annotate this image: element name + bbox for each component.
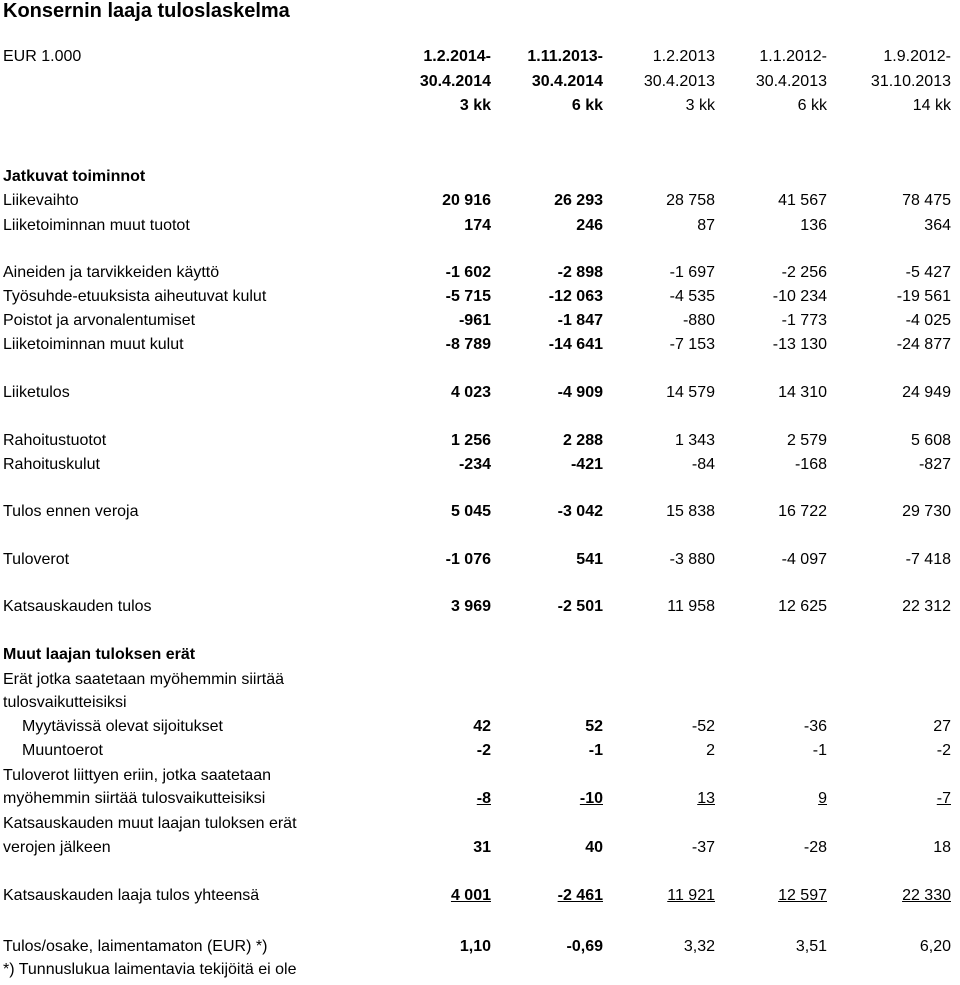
cell: 24 949	[902, 384, 951, 401]
row-label: Muut laajan tuloksen erät	[3, 646, 196, 663]
row-period-profit	[0, 598, 960, 618]
period-3-start: 1.2.2013	[652, 48, 715, 65]
row-label: Rahoitustuotot	[3, 432, 107, 449]
cell: -5 715	[445, 288, 491, 305]
row-other-operating-expenses	[0, 336, 960, 356]
row-total-comprehensive	[0, 887, 960, 907]
report-title: Konsernin laaja tuloslaskelma	[3, 0, 290, 22]
cell: 52	[585, 718, 603, 735]
row-employee-benefits	[0, 288, 960, 308]
cell: -2 461	[557, 887, 603, 904]
cell: 15 838	[666, 503, 715, 520]
cell: 2	[706, 742, 715, 759]
period-3-end: 30.4.2013	[643, 73, 715, 90]
cell: -1	[588, 742, 603, 759]
cell: 42	[473, 718, 491, 735]
cell: 41 567	[778, 192, 827, 209]
cell: -168	[794, 456, 827, 473]
cell: 29 730	[902, 503, 951, 520]
cell: -1 697	[669, 264, 715, 281]
cell: -1 076	[445, 551, 491, 568]
cell: -2 898	[557, 264, 603, 281]
row-eps	[0, 938, 960, 958]
cell: -3 880	[669, 551, 715, 568]
cell: -19 561	[896, 288, 951, 305]
cell: -2 501	[557, 598, 603, 615]
row-label: Tuloverot	[3, 551, 70, 568]
cell: 3 969	[450, 598, 491, 615]
row-oci-net-2	[0, 839, 960, 859]
cell: 26 293	[554, 192, 603, 209]
row-reclassifiable-heading-2	[0, 694, 960, 714]
cell: -961	[458, 312, 491, 329]
row-label: Rahoituskulut	[3, 456, 100, 473]
cell: 22 330	[902, 887, 951, 904]
cell: -421	[570, 456, 603, 473]
cell: 14 579	[666, 384, 715, 401]
row-reclassifiable-heading-1	[0, 671, 960, 691]
row-label: Katsauskauden tulos	[3, 598, 152, 615]
period-4-end: 30.4.2013	[755, 73, 827, 90]
cell: 16 722	[778, 503, 827, 520]
cell: 28 758	[666, 192, 715, 209]
cell: -7 418	[905, 551, 951, 568]
cell: -7 153	[669, 336, 715, 353]
period-4-start: 1.1.2012-	[759, 48, 827, 65]
cell: -1 602	[445, 264, 491, 281]
cell: 18	[933, 839, 951, 856]
cell: 364	[924, 217, 951, 234]
cell: 22 312	[902, 598, 951, 615]
row-label: Tulos/osake, laimentamaton (EUR) *)	[3, 938, 268, 955]
cell: -4 909	[557, 384, 603, 401]
cell: -2 256	[781, 264, 827, 281]
row-label: Liikevaihto	[3, 192, 79, 209]
period-2-start: 1.11.2013-	[527, 48, 603, 65]
cell: -4 535	[669, 288, 715, 305]
row-materials	[0, 264, 960, 284]
cell: -52	[691, 718, 715, 735]
cell: 1,10	[459, 938, 491, 955]
period-1-start: 1.2.2014-	[423, 48, 491, 65]
cell: 1 343	[674, 432, 715, 449]
row-depreciation	[0, 312, 960, 332]
row-label: Liiketulos	[3, 384, 70, 401]
period-3-length: 3 kk	[685, 97, 715, 114]
footnote-row	[0, 961, 960, 981]
row-label: Myytävissä olevat sijoitukset	[22, 718, 223, 735]
header-row-1	[0, 48, 960, 68]
cell: 11 958	[667, 598, 715, 615]
row-label: tulosvaikutteisiksi	[3, 694, 127, 711]
row-oci-heading	[0, 646, 960, 666]
row-translation-differences	[0, 742, 960, 762]
cell: -24 877	[896, 336, 951, 353]
cell: 5 045	[450, 503, 491, 520]
row-label: Tulos ennen veroja	[3, 503, 139, 520]
row-tax-on-reclassifiable-2	[0, 790, 960, 810]
row-oci-net-1	[0, 815, 960, 835]
cell: -880	[682, 312, 715, 329]
row-revenue	[0, 192, 960, 212]
cell: 6,20	[919, 938, 951, 955]
cell: -4 025	[905, 312, 951, 329]
cell: 14 310	[778, 384, 827, 401]
header-row-3	[0, 97, 960, 117]
cell: 2 579	[786, 432, 827, 449]
row-operating-profit	[0, 384, 960, 404]
cell: -10	[579, 790, 603, 807]
period-1-length: 3 kk	[459, 97, 491, 114]
cell: -37	[691, 839, 715, 856]
row-financial-income	[0, 432, 960, 452]
row-financial-expenses	[0, 456, 960, 476]
row-label: Poistot ja arvonalentumiset	[3, 312, 196, 329]
period-5-length: 14 kk	[912, 97, 951, 114]
cell: 31	[473, 839, 491, 856]
cell: -0,69	[566, 938, 603, 955]
cell: -1 773	[781, 312, 827, 329]
row-continuing-operations	[0, 168, 960, 188]
cell: -36	[803, 718, 827, 735]
cell: 12 597	[778, 887, 827, 904]
cell: -8 789	[445, 336, 491, 353]
period-4-length: 6 kk	[797, 97, 827, 114]
row-income-taxes	[0, 551, 960, 571]
row-label: Erät jotka saatetaan myöhemmin siirtää	[3, 671, 285, 688]
cell: 2 288	[562, 432, 603, 449]
footnote: *) Tunnuslukua laimentavia tekijöitä ei ole	[3, 961, 297, 978]
header-row-2	[0, 73, 960, 93]
row-label: Työsuhde-etuuksista aiheutuvat kulut	[3, 288, 267, 305]
cell: -28	[803, 839, 827, 856]
cell: -84	[691, 456, 715, 473]
cell: 4 001	[450, 887, 491, 904]
cell: -4 097	[781, 551, 827, 568]
row-label: Liiketoiminnan muut kulut	[3, 336, 184, 353]
cell: -14 641	[548, 336, 603, 353]
cell: -827	[918, 456, 951, 473]
row-label: myöhemmin siirtää tulosvaikutteisiksi	[3, 790, 266, 807]
cell: 4 023	[450, 384, 491, 401]
row-label: Katsauskauden laaja tulos yhteensä	[3, 887, 260, 904]
cell: 136	[800, 217, 827, 234]
row-profit-before-tax	[0, 503, 960, 523]
cell: 78 475	[902, 192, 951, 209]
cell: -1 847	[557, 312, 603, 329]
cell: -7	[936, 790, 951, 807]
cell: 27	[933, 718, 951, 735]
row-label: Aineiden ja tarvikkeiden käyttö	[3, 264, 220, 281]
row-label: Jatkuvat toiminnot	[3, 168, 146, 185]
cell: 40	[585, 839, 603, 856]
period-5-start: 1.9.2012-	[883, 48, 951, 65]
row-available-for-sale	[0, 718, 960, 738]
row-label: Tuloverot liittyen eriin, jotka saatetaan	[3, 767, 271, 784]
cell: -8	[476, 790, 491, 807]
cell: 11 921	[667, 887, 715, 904]
period-2-end: 30.4.2014	[531, 73, 603, 90]
cell: 12 625	[778, 598, 827, 615]
cell: 3,51	[795, 938, 827, 955]
row-other-operating-income	[0, 217, 960, 237]
period-1-end: 30.4.2014	[419, 73, 491, 90]
cell: 246	[576, 217, 603, 234]
row-label: verojen jälkeen	[3, 839, 111, 856]
cell: -12 063	[548, 288, 603, 305]
cell: 13	[697, 790, 715, 807]
row-label: Muuntoerot	[22, 742, 103, 759]
cell: 9	[818, 790, 827, 807]
row-label: Liiketoiminnan muut tuotot	[3, 217, 190, 234]
cell: 1 256	[450, 432, 491, 449]
cell: -2	[936, 742, 951, 759]
currency-label: EUR 1.000	[3, 48, 82, 65]
cell: 5 608	[910, 432, 951, 449]
cell: 174	[464, 217, 491, 234]
cell: 3,32	[683, 938, 715, 955]
cell: -5 427	[905, 264, 951, 281]
row-label: Katsauskauden muut laajan tuloksen erät	[3, 815, 297, 832]
cell: -3 042	[557, 503, 603, 520]
cell: 87	[697, 217, 715, 234]
period-5-end: 31.10.2013	[870, 73, 951, 90]
cell: -234	[458, 456, 491, 473]
cell: -13 130	[772, 336, 827, 353]
cell: -1	[812, 742, 827, 759]
period-2-length: 6 kk	[571, 97, 603, 114]
cell: -10 234	[772, 288, 827, 305]
cell: 20 916	[442, 192, 491, 209]
cell: 541	[576, 551, 603, 568]
row-tax-on-reclassifiable-1	[0, 767, 960, 787]
cell: -2	[476, 742, 491, 759]
